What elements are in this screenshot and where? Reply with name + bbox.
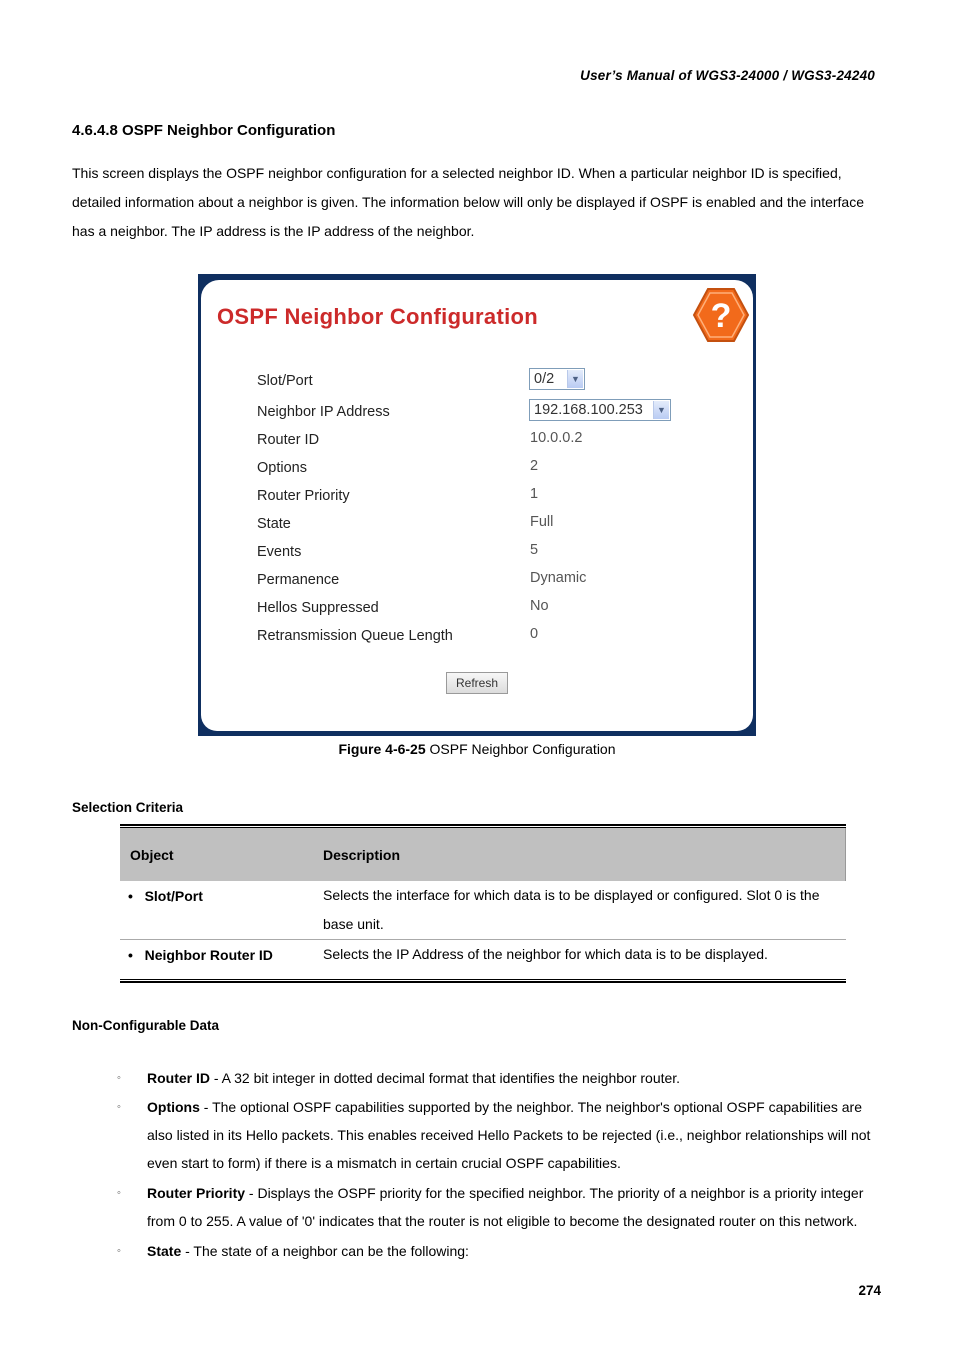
list-item bbox=[117, 1179, 887, 1235]
selection-criteria-table bbox=[120, 824, 846, 983]
neighbor-ip-value: 192.168.100.253 bbox=[534, 402, 643, 418]
intro-paragraph bbox=[72, 159, 887, 246]
config-panel bbox=[201, 280, 753, 731]
intro-line: This screen displays the OSPF neighbor configuration for a selected neighbor ID. When a particular neighbor ID is specified, bbox=[72, 165, 842, 181]
router-id-value: 10.0.0.2 bbox=[530, 430, 583, 446]
item-term: State bbox=[147, 1243, 182, 1259]
label-hellos-suppressed: Hellos Suppressed bbox=[257, 600, 379, 616]
item-term: Router ID bbox=[147, 1070, 210, 1086]
label-options: Options bbox=[257, 460, 307, 476]
non-configurable-heading: Non-Configurable Data bbox=[72, 1018, 219, 1033]
list-item bbox=[117, 1237, 887, 1265]
svg-text:?: ? bbox=[710, 297, 732, 335]
label-router-id: Router ID bbox=[257, 432, 320, 448]
table-row bbox=[120, 881, 846, 940]
panel-title: OSPF Neighbor Configuration bbox=[217, 304, 538, 329]
bullet-circle-icon: ◦ bbox=[117, 1187, 121, 1199]
chevron-down-icon: ▼ bbox=[653, 401, 669, 419]
figure-frame bbox=[198, 274, 756, 736]
retransmission-queue-value: 0 bbox=[530, 626, 539, 642]
bullet-circle-icon: ◦ bbox=[117, 1072, 121, 1084]
page-header: User’s Manual of WGS3-24000 / WGS3-24240 bbox=[580, 68, 875, 83]
table-header bbox=[120, 828, 846, 881]
item-text: - Displays the OSPF priority for the specified neighbor. The priority of a neighbor is a priority integer from 0 to 255. A value of '0' indicates that the router is not eligible to become the designated router on this network. bbox=[147, 1185, 864, 1229]
bullet-circle-icon: ◦ bbox=[117, 1101, 121, 1113]
list-item bbox=[117, 1093, 887, 1177]
label-router-priority: Router Priority bbox=[257, 488, 350, 504]
router-priority-value: 1 bbox=[530, 486, 539, 502]
table-row bbox=[120, 940, 846, 979]
slot-port-select[interactable] bbox=[529, 368, 585, 390]
slot-port-value: 0/2 bbox=[534, 371, 555, 387]
label-retransmission-queue: Retransmission Queue Length bbox=[257, 628, 453, 644]
intro-line: has a neighbor. The IP address is the IP address of the neighbor. bbox=[72, 223, 475, 239]
label-state: State bbox=[257, 516, 291, 532]
item-text: - A 32 bit integer in dotted decimal format that identifies the neighbor router. bbox=[210, 1070, 681, 1086]
refresh-button[interactable]: Refresh bbox=[446, 672, 508, 694]
events-value: 5 bbox=[530, 542, 539, 558]
hellos-suppressed-value: No bbox=[530, 598, 549, 614]
caption-text: OSPF Neighbor Configuration bbox=[425, 741, 616, 757]
neighbor-ip-select[interactable] bbox=[529, 399, 671, 421]
figure-caption bbox=[0, 741, 954, 757]
question-mark-icon[interactable] bbox=[692, 287, 750, 343]
label-events: Events bbox=[257, 544, 302, 560]
intro-line: detailed information about a neighbor is given. The information below will only be displayed if OSPF is enabled and the interface bbox=[72, 194, 864, 210]
row-description: Selects the IP Address of the neighbor for which data is to be displayed. bbox=[323, 946, 768, 962]
item-text: - The state of a neighbor can be the following: bbox=[181, 1243, 469, 1259]
page-number: 274 bbox=[858, 1283, 881, 1298]
bullet-circle-icon: ◦ bbox=[117, 1245, 121, 1257]
caption-number: Figure 4-6-25 bbox=[338, 741, 426, 757]
label-slot-port: Slot/Port bbox=[257, 373, 313, 389]
chevron-down-icon: ▼ bbox=[567, 370, 583, 388]
column-header-object: Object bbox=[130, 847, 174, 863]
item-text: - The optional OSPF capabilities supported by the neighbor. The neighbor's optional OSPF capabilities are also listed in its Hello packets. This enables received Hello Packets to be rejected (i.e., neighbor relationships will not even start to form) if there is a mismatch in certain crucial OSPF capabilities. bbox=[147, 1099, 871, 1171]
item-term: Router Priority bbox=[147, 1185, 246, 1201]
label-neighbor-ip: Neighbor IP Address bbox=[257, 404, 390, 420]
column-header-description: Description bbox=[323, 847, 401, 863]
label-permanence: Permanence bbox=[257, 572, 340, 588]
permanence-value: Dynamic bbox=[530, 570, 587, 586]
selection-criteria-heading: Selection Criteria bbox=[72, 800, 184, 815]
row-object: • Slot/Port bbox=[128, 888, 203, 904]
row-description: Selects the interface for which data is to be displayed or configured. Slot 0 is the base unit. bbox=[323, 887, 820, 932]
list-item bbox=[117, 1064, 887, 1092]
row-object: • Neighbor Router ID bbox=[128, 947, 273, 963]
section-title: 4.6.4.8 OSPF Neighbor Configuration bbox=[72, 122, 336, 139]
item-term: Options bbox=[147, 1099, 200, 1115]
state-value: Full bbox=[530, 514, 554, 530]
options-value: 2 bbox=[530, 458, 539, 474]
